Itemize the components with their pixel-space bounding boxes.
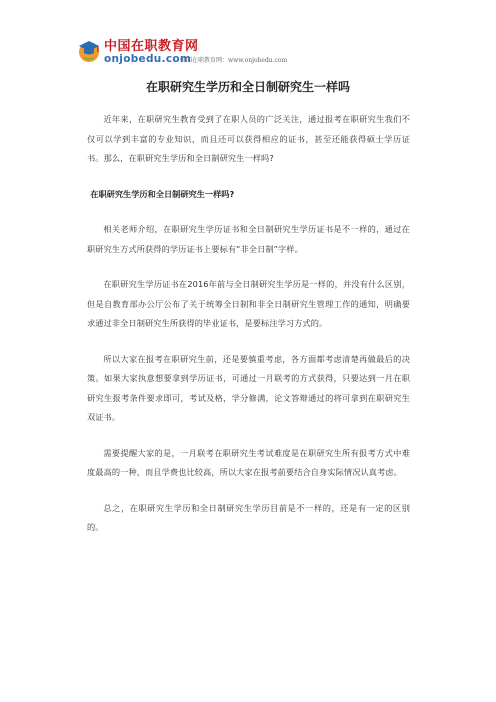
brand-domain: onjobedu.com xyxy=(104,53,192,65)
brand-url[interactable]: 中国在职教育网：www.onjobedu.com xyxy=(180,57,288,64)
paragraph-3: 所以大家在报考在职研究生前，还是要慎重考虑，各方面都考虑清楚再做最后的决策。如果大家执意想要拿到学历证书，可通过一月联考的方式获得，只要达到一月在职研究生报考条件要求即可，考试及格，学分修满，论文答辩通过的将可拿到在职研究生双证书。 xyxy=(87,353,410,422)
paragraph-1: 相关老师介绍，在职研究生学历证书和全日制研究生学历证书是不一样的，通过在职研究生方式所获得的学历证书上要标有“非全日制”字样。 xyxy=(87,224,410,254)
paragraph-2: 在职研究生学历证书在2016年前与全日制研究生学历是一样的，并没有什么区别，但是自教育部办公厅公布了关于统筹全日制和非全日制研究生管理工作的通知，明确要求通过非全日制研究生所获得的毕业证书，是要标注学习方式的。 xyxy=(87,279,410,328)
paragraph-4: 需要提醒大家的是，一月联考在职研究生考试难度是在职研究生所有报考方式中难度最高的一种，而且学费也比较高，所以大家在报考前要结合自身实际情况认真考虑。 xyxy=(87,447,410,477)
document-body xyxy=(87,110,410,538)
document-title: 在职研究生学历和全日制研究生一样吗 xyxy=(145,80,350,94)
site-logo[interactable] xyxy=(76,37,296,67)
section-heading: 在职研究生学历和全日制研究生一样吗? xyxy=(90,188,235,199)
graduation-cap-logo-icon xyxy=(76,37,102,63)
intro-paragraph: 近年来，在职研究生教育受到了在职人员的广泛关注，通过报考在职研究生我们不仅可以学到丰富的专业知识，而且还可以获得相应的证书，甚至还能获得硕士学历证书。那么，在职研究生学历和全日制研究生一样吗? xyxy=(87,114,410,163)
paragraph-5: 总之，在职研究生学历和全日制研究生学历目前是不一样的，还是有一定的区别的。 xyxy=(87,502,410,532)
brand-name: 中国在职教育网 xyxy=(104,39,199,54)
